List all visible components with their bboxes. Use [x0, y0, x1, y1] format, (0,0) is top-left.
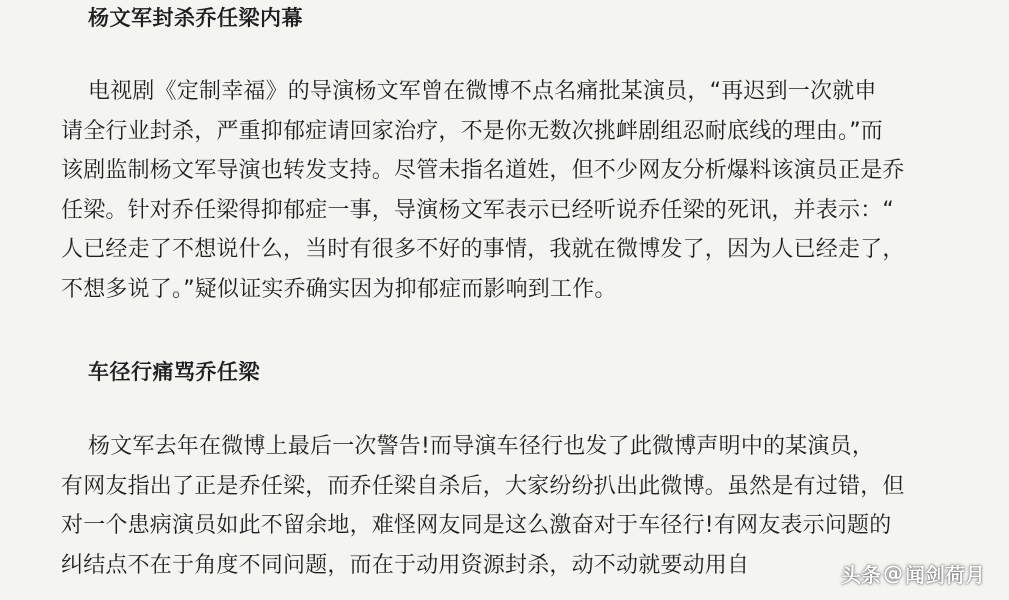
watermark-author: 闻剑荷月 [905, 562, 985, 587]
watermark-platform: 头条 [841, 562, 881, 587]
paragraph-line: 任梁。针对乔任梁得抑郁症一事，导演杨文军表示已经听说乔任梁的死讯，并表示：“ [61, 197, 895, 223]
paragraph-line: 对一个患病演员如此不留余地，难怪网友同是这么激奋对于车径行!有网友表示问题的 [61, 513, 892, 538]
paragraph-line: 人已经走了不想说什么，当时有很多不好的事情，我就在微博发了，因为人已经走了， [61, 237, 905, 262]
paragraph-line: 电视剧《定制幸福》的导演杨文军曾在微博不点名痛批某演员，“再迟到一次就申 [88, 79, 877, 104]
paragraph-line: 有网友指出了正是乔任梁，而乔任梁自杀后，大家纷纷扒出此微博。虽然是有过错，但 [61, 473, 905, 499]
section-heading-1: 杨文军封杀乔任梁内幕 [88, 6, 303, 30]
at-icon: @ [883, 561, 903, 585]
paragraph-line: 该剧监制杨文军导演也转发支持。尽管未指名道姓，但不少网友分析爆料该演员正是乔 [61, 158, 905, 183]
paragraph-line: 杨文军去年在微博上最后一次警告!而导演车径行也发了此微博声明中的某演员， [88, 434, 875, 459]
paragraph-line: 不想多说了。”疑似证实乔确实因为抑郁症而影响到工作。 [61, 276, 617, 302]
paragraph-line: 请全行业封杀，严重抑郁症请回家治疗，不是你无数次挑衅剧组忍耐底线的理由。”而 [61, 118, 884, 144]
paragraph-line: 纠结点不在于角度不同问题，而在于动用资源封杀，动不动就要动用自 [61, 552, 750, 578]
source-watermark [829, 556, 995, 590]
section-paragraph-1 [61, 72, 991, 309]
section-heading-2: 车径行痛骂乔任梁 [88, 360, 260, 384]
